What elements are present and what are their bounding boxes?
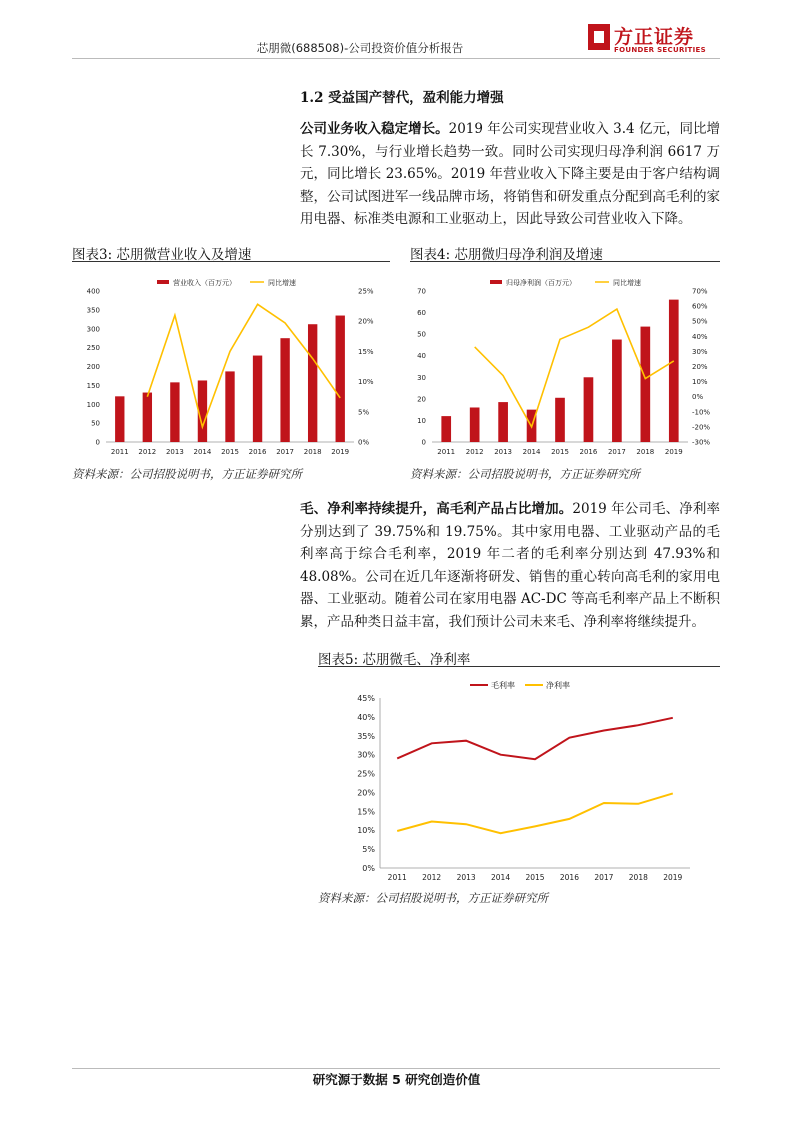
- x-tick-label: 2013: [456, 873, 476, 882]
- legend-swatch: [157, 280, 169, 284]
- x-tick-label: 2019: [331, 448, 350, 456]
- y2-tick-label: 40%: [692, 332, 708, 341]
- y2-tick-label: 10%: [358, 378, 374, 387]
- y2-tick-label: -30%: [692, 438, 711, 447]
- margin-chart: [318, 672, 720, 886]
- x-tick-label: 2015: [551, 448, 569, 456]
- y2-tick-label: 70%: [692, 287, 708, 296]
- x-tick-label: 2018: [636, 448, 655, 456]
- legend-label: 同比增速: [268, 279, 296, 287]
- bar: [498, 402, 508, 442]
- revenue-chart: [72, 266, 390, 456]
- bar: [115, 396, 124, 442]
- figure-title: 图表4: 芯朋微归母净利润及增速: [410, 243, 720, 262]
- y2-tick-label: 50%: [692, 317, 708, 326]
- y2-tick-label: 20%: [358, 317, 374, 326]
- y2-tick-label: 0%: [358, 438, 370, 447]
- brand-name-en: FOUNDER SECURITIES: [614, 46, 706, 54]
- x-tick-label: 2017: [594, 873, 614, 882]
- y-tick-label: 50: [91, 419, 100, 428]
- y2-tick-label: 15%: [358, 347, 374, 356]
- net-margin-line: [397, 793, 673, 833]
- y-tick-label: 15%: [357, 807, 375, 817]
- bar: [612, 340, 622, 442]
- x-tick-label: 2016: [579, 448, 598, 456]
- x-tick-label: 2015: [221, 448, 239, 456]
- figure-title: 图表5: 芯朋微毛、净利率: [318, 648, 720, 667]
- bar: [225, 371, 234, 442]
- paragraph-lead: 公司业务收入稳定增长。: [300, 121, 449, 137]
- paragraph-revenue: [300, 118, 720, 231]
- y-tick-label: 200: [86, 363, 100, 371]
- y-tick-label: 0%: [362, 864, 375, 873]
- y-tick-label: 50: [417, 330, 426, 339]
- figure-title: 图表3: 芯朋微营业收入及增速: [72, 243, 390, 262]
- bar: [308, 324, 317, 442]
- x-tick-label: 2018: [303, 448, 322, 456]
- brand-name-cn: 方正证券: [614, 26, 695, 48]
- bar: [640, 327, 650, 442]
- y-tick-label: 350: [86, 306, 100, 315]
- gross-margin-line: [397, 718, 673, 759]
- bar: [441, 416, 451, 442]
- paragraph-lead: 毛、净利率持续提升，高毛利产品占比增加。: [300, 501, 573, 517]
- paragraph-margin: [300, 498, 720, 634]
- bar: [170, 382, 179, 442]
- report-header-title: 芯朋微(688508)-公司投资价值分析报告: [256, 41, 464, 55]
- y-tick-label: 0: [95, 438, 100, 447]
- figure-source: 资料来源：公司招股说明书，方正证券研究所: [72, 467, 302, 481]
- legend-label: 营业收入（百万元）: [173, 279, 236, 287]
- y-tick-label: 10: [417, 416, 426, 425]
- y2-tick-label: 20%: [692, 363, 708, 371]
- bar: [470, 407, 480, 442]
- y-tick-label: 100: [86, 400, 100, 409]
- y-tick-label: 30: [417, 373, 426, 382]
- x-tick-label: 2014: [522, 448, 541, 456]
- legend-label: 净利率: [546, 681, 570, 690]
- y-tick-label: 35%: [357, 731, 375, 741]
- y-tick-label: 5%: [362, 845, 375, 855]
- y-tick-label: 300: [86, 325, 100, 334]
- y-tick-label: 70: [417, 287, 426, 296]
- y-tick-label: 400: [86, 287, 100, 296]
- y2-tick-label: 25%: [358, 287, 374, 296]
- y-tick-label: 25%: [357, 769, 375, 779]
- legend-label: 毛利率: [491, 681, 515, 690]
- footer-slogan: 研究源于数据 5 研究创造价值: [312, 1072, 481, 1087]
- y2-tick-label: 60%: [692, 302, 708, 311]
- bar: [336, 316, 345, 442]
- y2-tick-label: 5%: [358, 408, 370, 417]
- x-tick-label: 2016: [248, 448, 267, 456]
- x-tick-label: 2012: [465, 448, 484, 456]
- footer-divider: [72, 1068, 720, 1069]
- x-tick-label: 2014: [193, 448, 212, 456]
- x-tick-label: 2012: [422, 873, 442, 882]
- legend-swatch: [490, 280, 502, 284]
- y-tick-label: 10%: [357, 826, 375, 836]
- bar: [584, 377, 594, 442]
- x-tick-label: 2011: [110, 448, 129, 456]
- legend-label: 归母净利润（百万元）: [506, 279, 576, 287]
- y-tick-label: 20: [417, 395, 426, 404]
- y2-tick-label: 10%: [692, 378, 708, 387]
- bar: [669, 300, 679, 442]
- y2-tick-label: 30%: [692, 347, 708, 356]
- y-tick-label: 60: [417, 309, 426, 318]
- x-tick-label: 2017: [607, 448, 626, 456]
- header-divider: [72, 58, 720, 59]
- bar: [555, 398, 565, 442]
- x-tick-label: 2019: [663, 873, 683, 882]
- bar: [253, 356, 262, 442]
- figure-source: 资料来源：公司招股说明书，方正证券研究所: [410, 467, 640, 481]
- paragraph-body: 2019 年公司实现营业收入 3.4 亿元，同比增长 7.30%，与行业增长趋势一致。同时公司实现归母净利润 6617 万元，同比增长 23.65%。2019 年营业收入下降主要是由于客户结构调整，公司试图进军一线品牌市场，将销售和研发重点分配到高毛利的家用电器、标准类电源和工业驱动上，因此导致公司营业收入下降。: [300, 121, 721, 228]
- y-tick-label: 150: [86, 381, 100, 390]
- y2-tick-label: -10%: [692, 408, 711, 417]
- y-tick-label: 40%: [357, 712, 375, 722]
- y-tick-label: 0: [421, 438, 426, 447]
- y-tick-label: 40: [417, 352, 426, 361]
- y-tick-label: 250: [86, 344, 100, 353]
- x-tick-label: 2011: [387, 873, 407, 882]
- x-tick-label: 2015: [525, 873, 545, 882]
- legend-label: 同比增速: [613, 279, 641, 287]
- x-tick-label: 2011: [437, 448, 456, 456]
- brand-logo-inner: [594, 31, 604, 43]
- bar: [280, 338, 289, 442]
- y-tick-label: 45%: [357, 694, 375, 703]
- x-tick-label: 2018: [628, 873, 648, 882]
- x-tick-label: 2013: [165, 448, 184, 456]
- net-profit-chart: [410, 266, 720, 456]
- x-tick-label: 2014: [491, 873, 511, 882]
- x-tick-label: 2013: [494, 448, 513, 456]
- x-tick-label: 2019: [664, 448, 683, 456]
- x-tick-label: 2016: [559, 873, 579, 882]
- y-tick-label: 20%: [357, 788, 375, 798]
- figure-source: 资料来源：公司招股说明书，方正证券研究所: [318, 891, 548, 905]
- y2-tick-label: -20%: [692, 423, 711, 432]
- y2-tick-label: 0%: [692, 393, 704, 402]
- y-tick-label: 30%: [357, 750, 375, 760]
- section-title: 1.2 受益国产替代，盈利能力增强: [300, 90, 504, 106]
- x-tick-label: 2012: [138, 448, 157, 456]
- paragraph-body: 2019 年公司毛、净利率分别达到了 39.75%和 19.75%。其中家用电器、工业驱动产品的毛利率高于综合毛利率，2019 年二者的毛利率分别达到 47.93%和 48.08%。公司在近几年逐渐将研发、销售的重心转向高毛利的家用电器、工业驱动。随着公司在家用电器 AC-DC 等高毛利率产品上不断积累，产品种类日益丰富，我们预计公司未来毛、净利率将继续提升。: [300, 501, 720, 630]
- bar: [143, 393, 152, 442]
- x-tick-label: 2017: [276, 448, 295, 456]
